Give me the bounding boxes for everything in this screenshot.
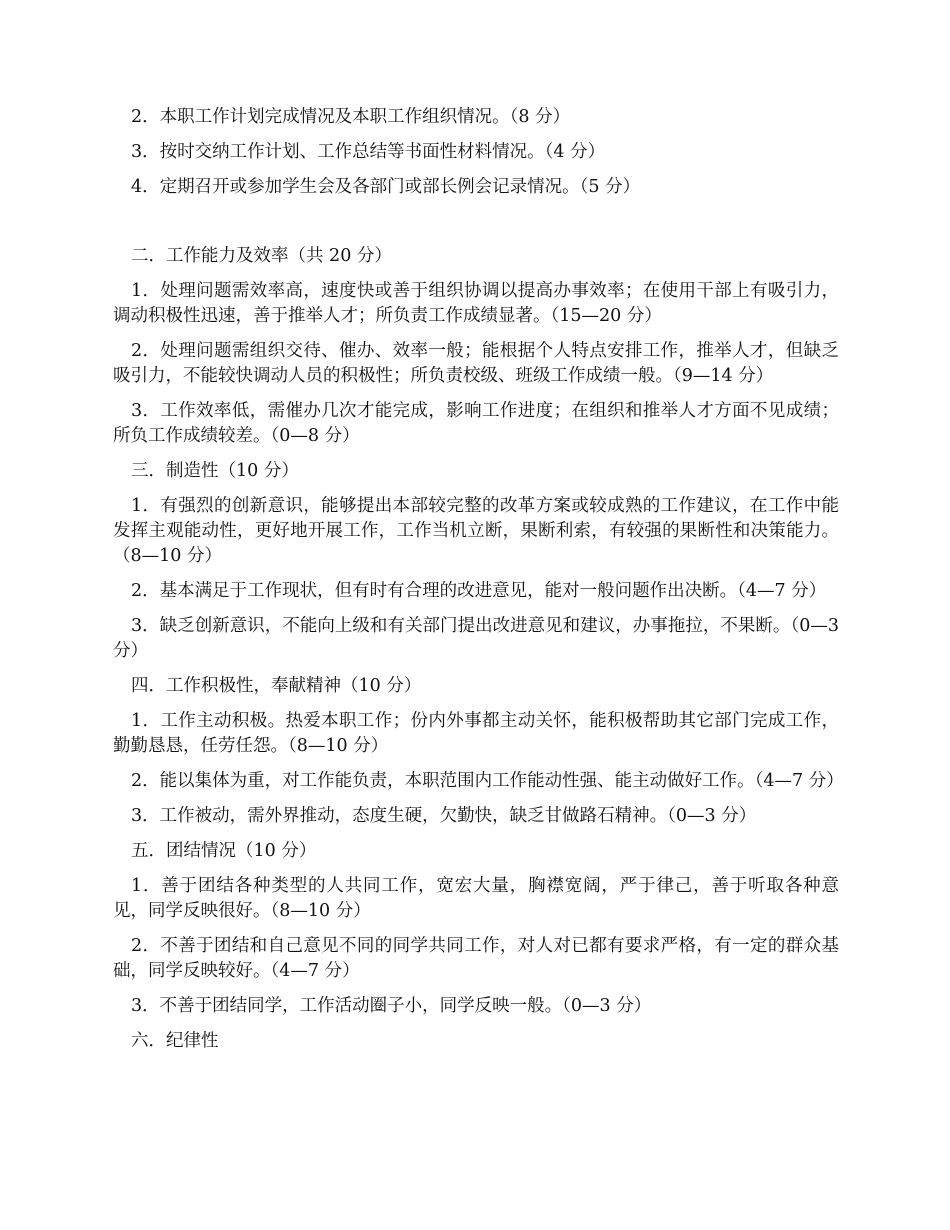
intro-item-3: 3．按时交纳工作计划、工作总结等书面性材料情况。（4 分） [131, 142, 606, 162]
intro-item-2: 2．本职工作计划完成情况及本职工作组织情况。（8 分） [131, 107, 571, 127]
section-heading-discipline: 六．纪律性 [131, 1031, 219, 1051]
efficiency-item-2: 2．处理问题需组织交待、催办、效率一般；能根据个人特点安排工作，推举人才，但缺乏吸引力，不能较快调动人员的积极性；所负责校级、班级工作成绩一般。（9—14 分） [113, 341, 839, 386]
section-heading-efficiency: 二．工作能力及效率（共 20 分） [131, 246, 392, 266]
unity-item-3: 3．不善于团结同学，工作活动圈子小，同学反映一般。（0—3 分） [131, 996, 652, 1016]
unity-item-2: 2．不善于团结和自己意见不同的同学共同工作，对人对已都有要求严格，有一定的群众基础，同学反映较好。（4—7 分） [113, 936, 839, 981]
intro-item-4: 4．定期召开或参加学生会及各部门或部长例会记录情况。（5 分） [131, 177, 641, 197]
unity-item-1: 1．善于团结各种类型的人共同工作，宽宏大量，胸襟宽阔，严于律己，善于听取各种意见，同学反映很好。（8—10 分） [113, 876, 839, 921]
creativity-item-3: 3．缺乏创新意识，不能向上级和有关部门提出改进意见和建议，办事拖拉，不果断。（0—3 分） [113, 616, 839, 661]
creativity-item-1: 1．有强烈的创新意识，能够提出本部较完整的改革方案或较成熟的工作建议，在工作中能发挥主观能动性，更好地开展工作，工作当机立断，果断利索，有较强的果断性和决策能力。（8—10 分） [113, 496, 839, 566]
initiative-item-2: 2．能以集体为重，对工作能负责，本职范围内工作能动性强、能主动做好工作。（4—7 分） [131, 771, 844, 791]
section-heading-creativity: 三．制造性（10 分） [131, 461, 299, 481]
initiative-item-3: 3．工作被动，需外界推动，态度生硬，欠勤快，缺乏甘做路石精神。（0—3 分） [131, 806, 757, 826]
section-heading-unity: 五．团结情况（10 分） [131, 841, 317, 861]
efficiency-item-3: 3．工作效率低，需催办几次才能完成，影响工作进度；在组织和推举人才方面不见成绩；所负工作成绩较差。（0—8 分） [113, 401, 839, 446]
section-spacer [113, 210, 839, 244]
document-page [113, 105, 844, 1064]
creativity-item-2: 2．基本满足于工作现状，但有时有合理的改进意见，能对一般问题作出决断。（4—7 分） [131, 581, 827, 601]
section-heading-initiative: 四．工作积极性，奉献精神（10 分） [131, 676, 422, 696]
initiative-item-1: 1．工作主动积极。热爱本职工作；份内外事都主动关怀，能积极帮助其它部门完成工作，勤勤恳恳，任劳任怨。（8—10 分） [113, 711, 839, 756]
efficiency-item-1: 1．处理问题需效率高，速度快或善于组织协调以提高办事效率；在使用干部上有吸引力，调动积极性迅速，善于推举人才；所负责工作成绩显著。（15—20 分） [113, 281, 839, 326]
